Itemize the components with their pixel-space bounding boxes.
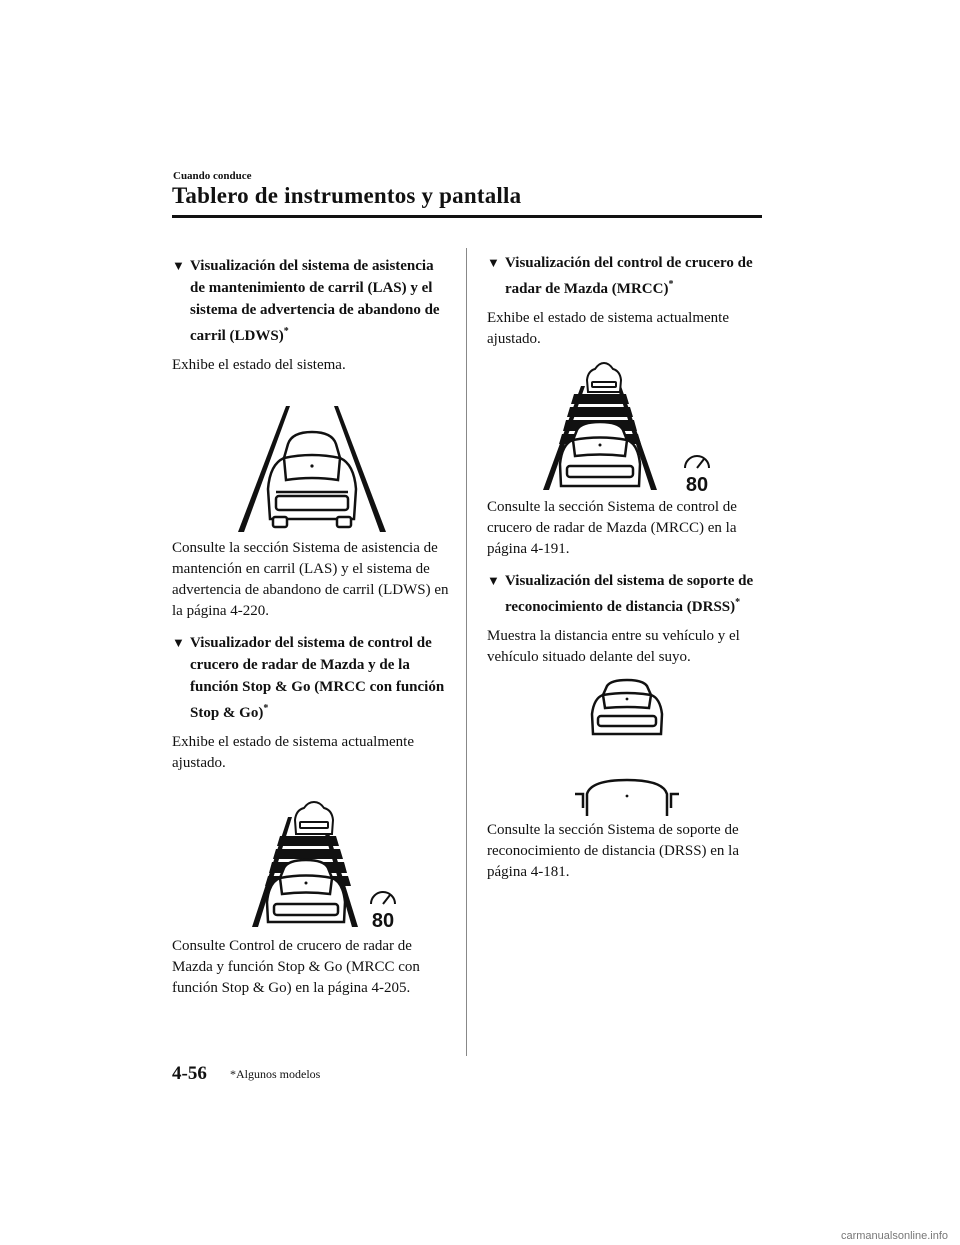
- asterisk-marker: *: [263, 703, 269, 714]
- page-number: 4-56: [172, 1063, 207, 1084]
- radar-cruise-illustration: [487, 358, 767, 493]
- reference-text: Consulte la sección Sistema de asistencia de mantención en carril (LAS) y el sistema de advertencia de abandono de carril (LDWS) en la página 4-220.: [172, 540, 449, 619]
- left-column: [172, 255, 452, 1007]
- lead-car-icon: [592, 680, 662, 734]
- reference-text: Consulte la sección Sistema de soporte de reconocimiento de distancia (DRSS) en la página 4-181.: [487, 822, 740, 880]
- cruise-speedometer-icon: [685, 456, 709, 468]
- section-heading-mrcc: [487, 252, 767, 300]
- triangle-bullet-icon: ▼: [172, 635, 185, 650]
- heading-text: Visualización del control de crucero de radar de Mazda (MRCC): [505, 255, 753, 297]
- distance-car-illustration: [487, 676, 767, 816]
- asterisk-marker: *: [735, 597, 741, 608]
- header-rule: [172, 215, 762, 218]
- mrcc-stopgo-display-figure: [172, 782, 452, 932]
- set-speed-value: 80: [371, 910, 395, 932]
- intro-text: Exhibe el estado de sistema actualmente ajustado.: [172, 734, 414, 771]
- triangle-bullet-icon: ▼: [487, 255, 500, 270]
- lane-car-illustration: [172, 384, 452, 534]
- radar-cruise-illustration: [172, 782, 452, 932]
- car-rear-icon: [268, 432, 356, 527]
- own-car-hood-icon: [575, 780, 679, 816]
- asterisk-marker: *: [283, 326, 289, 337]
- page-title: Tablero de instrumentos y pantalla: [172, 183, 522, 208]
- mrcc-display-figure: [487, 358, 767, 493]
- lead-car-icon: [295, 802, 333, 834]
- set-speed-value: 80: [685, 474, 709, 493]
- las-ldws-display-figure: [172, 384, 452, 534]
- section-heading-las-ldws: [172, 255, 452, 347]
- section-heading-mrcc-stopgo: [172, 632, 452, 724]
- footnote: *Algunos modelos: [230, 1067, 321, 1081]
- heading-text: Visualizador del sistema de control de crucero de radar de Mazda y de la función Stop & Go (MRCC con función Stop & Go): [190, 635, 445, 721]
- heading-text: Visualización del sistema de asistencia de mantenimiento de carril (LAS) y el sistema de advertencia de abandono de carril (LDWS): [190, 258, 440, 344]
- car-rear-icon: [560, 422, 640, 486]
- intro-text: Exhibe el estado de sistema actualmente ajustado.: [487, 310, 729, 347]
- reference-text: Consulte la sección Sistema de control de crucero de radar de Mazda (MRCC) en la página 4-191.: [487, 499, 737, 557]
- intro-text: Exhibe el estado del sistema.: [172, 357, 346, 373]
- section-heading-drss: [487, 570, 767, 618]
- triangle-bullet-icon: ▼: [487, 573, 500, 588]
- watermark: carmanualsonline.info: [840, 1230, 948, 1242]
- heading-text: Visualización del sistema de soporte de reconocimiento de distancia (DRSS): [505, 573, 754, 615]
- lead-car-icon: [587, 363, 621, 392]
- asterisk-marker: *: [668, 279, 674, 290]
- section-label: Cuando conduce: [173, 170, 252, 182]
- right-column: [487, 252, 767, 891]
- triangle-bullet-icon: ▼: [172, 258, 185, 273]
- reference-text: Consulte Control de crucero de radar de Mazda y función Stop & Go (MRCC con función Stop & Go) en la página 4-205.: [172, 938, 420, 996]
- cruise-speedometer-icon: [371, 892, 395, 904]
- column-divider: [466, 248, 467, 1056]
- intro-text: Muestra la distancia entre su vehículo y el vehículo situado delante del suyo.: [487, 628, 740, 665]
- drss-display-figure: [487, 676, 767, 816]
